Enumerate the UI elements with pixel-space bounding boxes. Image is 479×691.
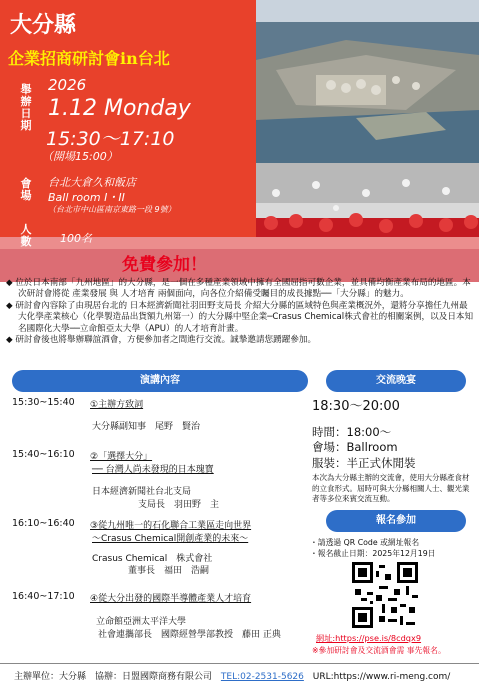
reception-line: 時間：18:00～ — [312, 425, 392, 439]
reception-line: 服裝：半正式休閒裝 — [312, 456, 416, 470]
port-aerial-photo — [256, 0, 479, 163]
registration-header: 報名參加 — [326, 510, 466, 532]
speaker-line: 董事長 福田 浩嗣 — [128, 566, 210, 576]
free-entry-badge: 免費參加！ — [122, 255, 207, 275]
venue-name: 台北大倉久和飯店 — [48, 176, 136, 189]
registration-line: ・報名截止日期：2025年12月19日 — [310, 549, 436, 558]
venue-label: 會場 — [20, 177, 32, 202]
reception-note: 本次為大分縣主辦的交流會，使用大分縣產食材的立食形式。屆時可與大分縣相關人士、觀光業者等多位來賓交流互動。 — [312, 473, 470, 503]
speaker-line: Crasus Chemical 株式會社 — [92, 554, 213, 564]
event-time: 15:30～17:10 — [46, 128, 175, 150]
program-subtopic: ── 台灣人尚未發現的日本瑰寶 — [92, 465, 214, 475]
speaker-line: 日本經濟新聞社台北支局 — [92, 487, 192, 497]
program-topic: ②「選擇大分」 — [90, 452, 153, 462]
footer-tel-link[interactable]: TEL:02-2531-5626 — [220, 672, 304, 682]
program-time: 15:40~16:10 — [12, 449, 75, 460]
program-time: 16:40~17:10 — [12, 591, 75, 602]
venue-room: Ball room I・II — [48, 191, 125, 204]
flyer-header — [0, 0, 479, 282]
date-label: 舉辦日期 — [20, 83, 32, 132]
description-paragraph: ◆ 研討會內容除了由現居台北的 日本經濟新聞社羽田野支局長 介紹大分縣的區域特色與產業概況外，還將分享擔任九州最大化學產業核心（化學製造品出貨額九州第一）的大分縣中堅企業─Crasus Chemical株式會社的相關案例，以及日本知名國際化大學──立命館亞太大學（APU）的人才培育計畫。 — [6, 300, 474, 334]
program-topic: ③從九州唯一的石化聯合工業區走向世界 — [90, 521, 252, 531]
event-description — [6, 278, 474, 346]
event-date: 1.12 Monday — [48, 96, 191, 121]
qr-code-icon[interactable] — [352, 562, 418, 628]
event-year: 2026 — [48, 76, 87, 94]
header-title: 大分縣 — [10, 12, 77, 38]
capacity-label: 人數 — [20, 223, 32, 248]
footer-url[interactable]: URL:https://www.ri-meng.com/ — [312, 672, 451, 682]
description-paragraph: ◆ 研討會後也將舉辦聯誼酒會，方便參加者之間進行交流。誠摯邀請您踴躍參加。 — [6, 335, 317, 346]
program-topic: ①主辦方致詞 — [90, 400, 144, 410]
program-topic: ④從大分出發的國際半導體產業人才培育 — [90, 594, 252, 604]
speaker-line: 大分縣副知事 尾野 賢治 — [92, 422, 201, 432]
speaker-line: 支局長 羽田野 主 — [138, 500, 220, 510]
venue-address: （台北市中山區南京東路一段 9號） — [48, 205, 176, 214]
footer-organizer: 主辦單位：大分縣 協辦：日盟國際商務有限公司 — [14, 672, 213, 682]
footer — [14, 669, 450, 682]
speaker-line: 立命館亞洲太平洋大學 — [96, 617, 187, 627]
registration-note: ※參加研討會及交流酒會需 事先報名。 — [312, 646, 446, 655]
registration-line: ・請透過 QR Code 或網址報名 — [310, 538, 420, 547]
reception-header: 交流晚宴 — [326, 370, 466, 392]
program-subtopic: 〜Crasus Chemical開創產業的未來〜 — [92, 534, 249, 544]
registration-url-link[interactable]: 網址:https://pse.is/8cdqx9 — [316, 633, 422, 643]
program-time: 16:10~16:40 — [12, 518, 75, 529]
program-header: 演講內容 — [12, 370, 308, 392]
event-open-time: （開場15:00） — [42, 150, 118, 163]
capacity-value: 100名 — [60, 232, 92, 245]
speaker-line: 社會連攜部長 國際經營學部教授 藤田 正典 — [98, 630, 281, 640]
description-paragraph: ◆ 位於日本南部「九州地區」的大分縣，是一個在多種產業領域中擁有全國屈指可數企業，並具備均衡產業布局的地區。本次研討會將從 產業發展 與 人才培育 兩個面向，向各位介紹備受矚目的成長據點──「大分縣」的魅力。 — [6, 278, 471, 300]
header-subtitle: 企業招商研討會in台北 — [8, 49, 170, 68]
footer-divider — [0, 663, 479, 664]
reception-line: 會場：Ballroom — [312, 440, 398, 454]
reception-time: 18:30～20:00 — [312, 399, 400, 414]
program-time: 15:30~15:40 — [12, 397, 75, 408]
